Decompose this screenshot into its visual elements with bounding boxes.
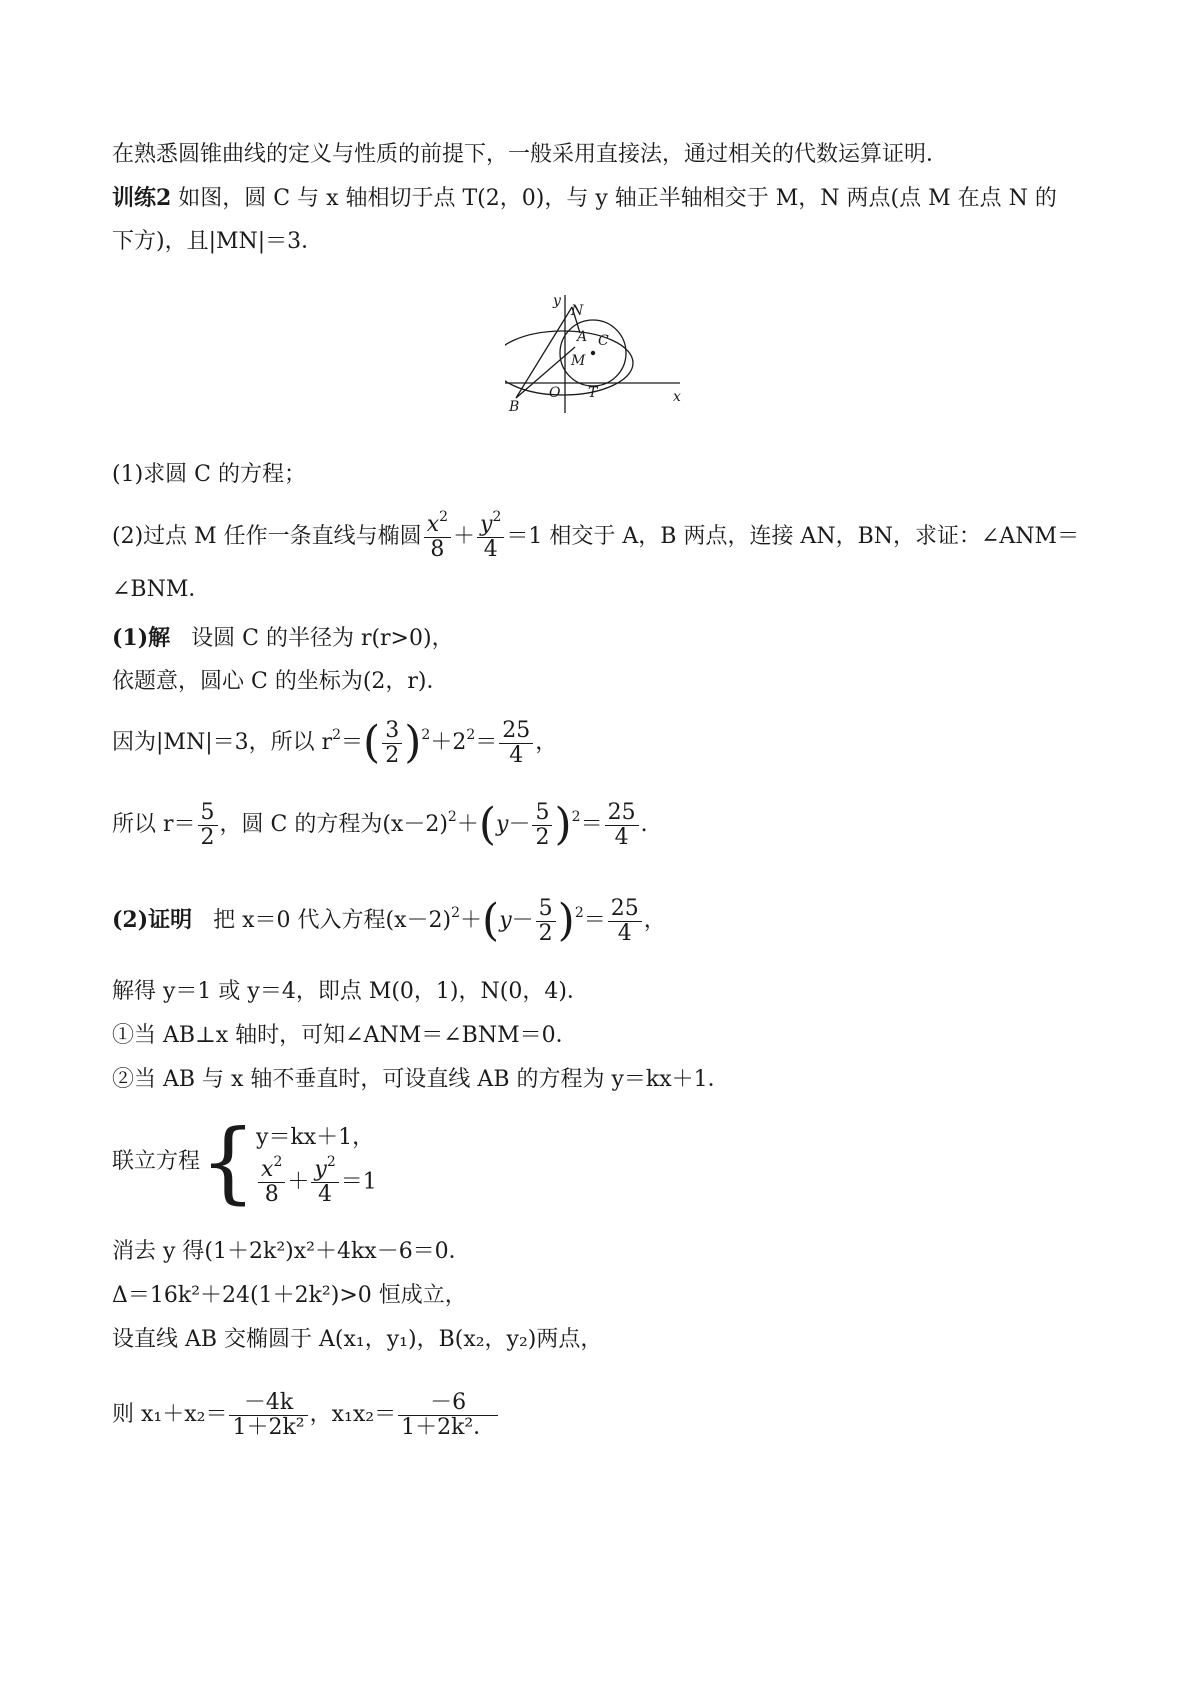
- solution-2-line-9: [112, 1385, 500, 1445]
- question-2-text-b: ＝1 相交于 A，B 两点，连接 AN，BN，求证：∠ANM＝: [506, 524, 1080, 549]
- product-fraction: $\frac{-6}{\text{1＋2k²．}}$: [398, 1391, 498, 1440]
- line-bn: [516, 307, 572, 398]
- label-t: T: [588, 385, 598, 401]
- solution-2-line-7: Δ＝16k²＋24(1＋2k²)>0 恒成立，: [112, 1283, 467, 1308]
- label-x: x: [673, 389, 681, 405]
- solution-1-text-4a: 所以 r＝: [112, 812, 196, 837]
- question-2-line-1: (2)过点 M 任作一条直线与椭圆 $\frac{x^2}{8}$ ＋ $\frac{y^2}{4}$ ＝1 相交于 A，B 两点，连接 AN，BN，求证：∠ANM＝: [112, 508, 1080, 562]
- solution-2-line-8: 设直线 AB 交椭圆于 A(x₁，y₁)，B(x₂，y₂)两点，: [112, 1327, 603, 1352]
- center-point: [591, 351, 595, 355]
- label-a: A: [577, 329, 588, 345]
- problem-text-1: 如图，圆 C 与 x 轴相切于点 T(2，0)，与 y 轴正半轴相交于 M，N 两点(点 M 在点 N 的: [171, 186, 1057, 211]
- solution-1-line-2: 依题意，圆心 C 的坐标为(2，r)．: [112, 669, 449, 694]
- equals-sign: ＝: [580, 812, 603, 837]
- solution-1-line-4: 所以 r＝ $\frac{5}{2}$ ，圆 C 的方程为$(x-2)^2+(y-$ $\frac{5}{2}$ )$^2$＝ $\frac{25}{4}$ .: [112, 799, 648, 850]
- sum-fraction: $\frac{-4k}{\text{1＋2k²}}$: [229, 1391, 307, 1440]
- ellipse-frac-x: $\frac{x^2}{8}$: [424, 513, 451, 562]
- label-n: N: [571, 303, 584, 319]
- solution-1-text-1: 设圆 C 的半径为 r(r>0)，: [191, 626, 454, 651]
- problem-label: 训练2: [112, 185, 172, 211]
- solution-2-text-9a: 则 x₁＋x₂＝: [112, 1402, 228, 1427]
- label-c: C: [598, 333, 609, 349]
- solution-2-label: (2)证明: [112, 907, 193, 933]
- system-label: 联立方程: [112, 1149, 201, 1174]
- label-m: M: [571, 353, 586, 369]
- solution-1-line-3: 因为|MN|＝3，所以 $r^2=$( $\frac{3}{2}$ )$^2+2^2=$ $\frac{25}{4}$ ，: [112, 717, 558, 768]
- question-1: (1)求圆 C 的方程；: [112, 462, 306, 487]
- system-eq-2: $\frac{x^2}{8}$ ＋ $\frac{y^2}{4}$ ＝1: [256, 1158, 377, 1207]
- solution-2-line-1: (2)证明 把 x＝0 代入方程$(x-2)^2+(y-$ $\frac{5}{2}$ )$^2$＝ $\frac{25}{4}$ ，: [112, 895, 666, 946]
- geometry-figure: [505, 295, 705, 415]
- solution-1-line-1: [112, 623, 454, 654]
- intro-text: 在熟悉圆锥曲线的定义与性质的前提下，一般采用直接法，通过相关的代数运算证明．: [112, 142, 949, 167]
- label-o: O: [549, 385, 561, 401]
- question-2-text-a: (2)过点 M 任作一条直线与椭圆: [112, 524, 422, 549]
- solution-1-label: (1)解: [112, 625, 171, 651]
- label-y: y: [553, 295, 561, 309]
- solution-2-text-9b: ，x₁x₂＝: [309, 1402, 397, 1427]
- solution-1-text-3: 因为|MN|＝3，所以 r: [112, 730, 333, 755]
- solution-2-line-4: ②当 AB 与 x 轴不垂直时，可设直线 AB 的方程为 y＝kx＋1．: [112, 1067, 730, 1092]
- solution-2-text-1: 把 x＝0 代入方程(x－2): [213, 908, 452, 933]
- solution-2-line-6: 消去 y 得(1＋2k²)x²＋4kx－6＝0．: [112, 1239, 471, 1264]
- problem-line-1: [112, 183, 1057, 214]
- solution-2-line-3: ①当 AB⊥x 轴时，可知∠ANM＝∠BNM＝0．: [112, 1023, 578, 1048]
- ellipse-frac-y: $\frac{y^2}{4}$: [477, 513, 504, 562]
- problem-line-2: 下方)，且|MN|＝3．: [112, 229, 324, 254]
- solution-2-system: 联立方程{ y＝kx＋1， $\frac{x^2}{8}$ ＋ $\frac{y^2}{4}$ ＝1: [112, 1110, 377, 1213]
- question-2-line-2: ∠BNM．: [112, 577, 211, 602]
- label-b: B: [509, 399, 520, 415]
- solution-2-line-2: 解得 y＝1 或 y＝4，即点 M(0，1)，N(0，4)．: [112, 979, 589, 1004]
- solution-1-text-4b: ，圆 C 的方程为(x－2): [219, 812, 448, 837]
- system-eq-1: y＝kx＋1，: [256, 1124, 375, 1150]
